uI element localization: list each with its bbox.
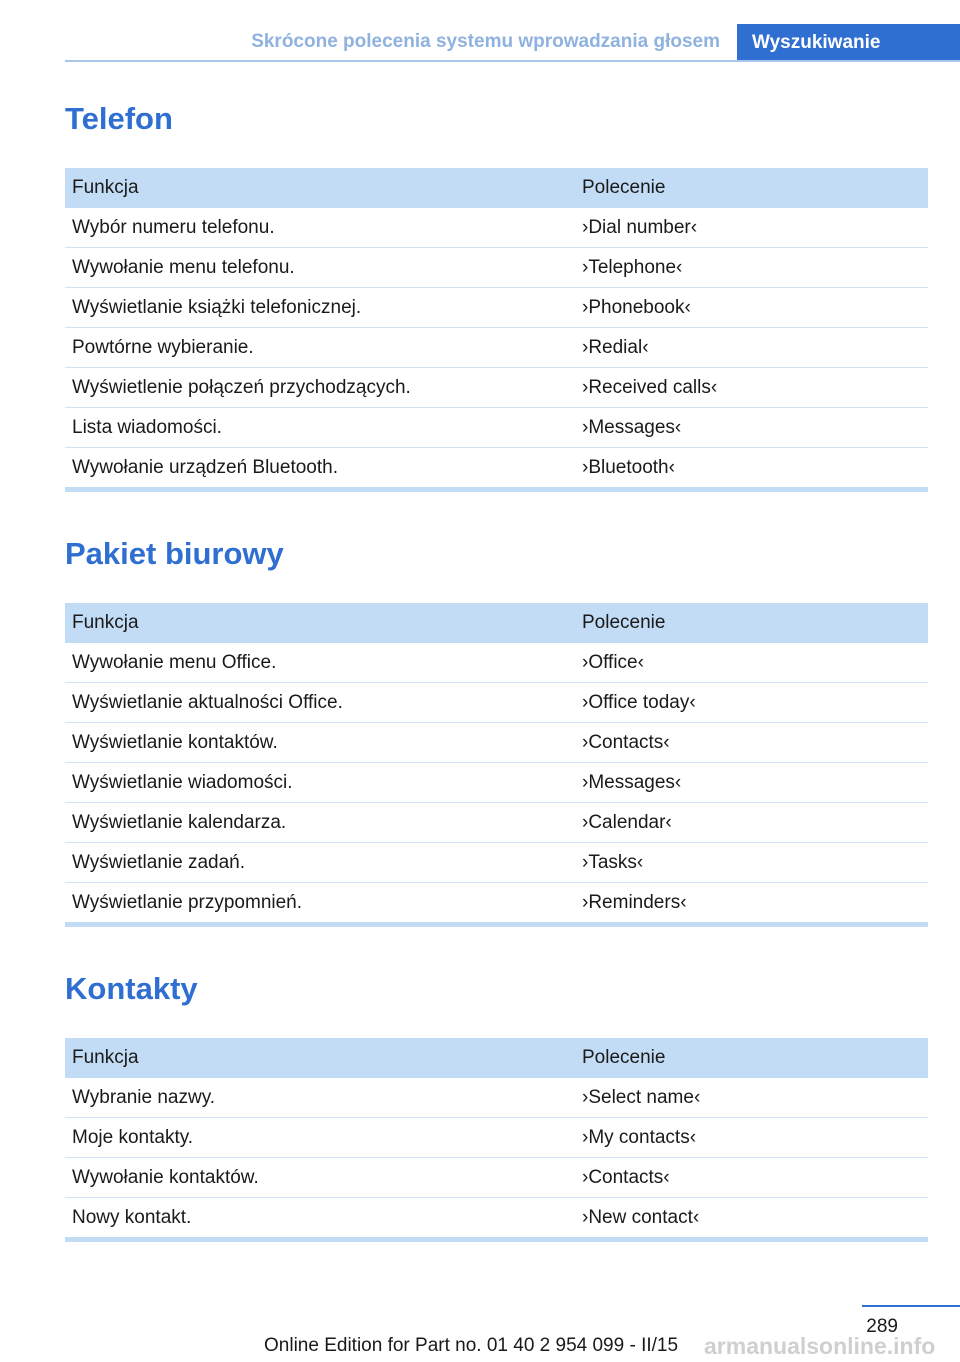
table-row — [65, 643, 928, 683]
table-row — [65, 248, 928, 288]
table-bottom-bar — [65, 922, 928, 927]
table-row — [65, 843, 928, 883]
command-cell: ›My contacts‹ — [582, 1126, 697, 1148]
function-cell: Moje kontakty. — [72, 1126, 194, 1148]
command-cell: ›Redial‹ — [582, 336, 649, 358]
function-cell: Wybranie nazwy. — [72, 1086, 216, 1108]
command-cell: ›Office‹ — [582, 651, 644, 673]
table-bottom-bar — [65, 1237, 928, 1242]
command-cell: ›Messages‹ — [582, 416, 682, 438]
table-row — [65, 328, 928, 368]
page-header — [0, 0, 960, 62]
table-row — [65, 1118, 928, 1158]
command-cell: ›Telephone‹ — [582, 256, 683, 278]
command-cell: ›Messages‹ — [582, 771, 682, 793]
table-header-row — [65, 603, 928, 643]
column-header-funkcja: Funkcja — [72, 177, 139, 198]
column-header-polecenie: Polecenie — [582, 1047, 666, 1068]
table-row — [65, 288, 928, 328]
watermark: armanualsonline.info — [704, 1333, 936, 1359]
command-cell: ›Dial number‹ — [582, 216, 698, 238]
command-cell: ›Received calls‹ — [582, 376, 718, 398]
section-title-telefon: Telefon — [65, 101, 173, 136]
section-title-pakiet-biurowy: Pakiet biurowy — [65, 536, 284, 571]
column-header-funkcja: Funkcja — [72, 1047, 139, 1068]
function-cell: Wyświetlanie wiadomości. — [72, 771, 293, 793]
header-tab-label[interactable]: Wyszukiwanie — [737, 24, 960, 62]
table-pakiet-biurowy — [65, 603, 928, 927]
command-cell: ›Office today‹ — [582, 691, 696, 713]
edition-text: Online Edition for Part no. 01 40 2 954 099 - II/15 — [264, 1335, 679, 1356]
command-cell: ›New contact‹ — [582, 1206, 700, 1228]
column-header-polecenie: Polecenie — [582, 612, 666, 633]
command-cell: ›Select name‹ — [582, 1086, 701, 1108]
column-header-funkcja: Funkcja — [72, 612, 139, 633]
table-kontakty — [65, 1038, 928, 1242]
function-cell: Wywołanie urządzeń Bluetooth. — [72, 456, 338, 478]
command-cell: ›Bluetooth‹ — [582, 456, 675, 478]
function-cell: Wyświetlanie aktualności Office. — [72, 691, 343, 713]
function-cell: Wywołanie kontaktów. — [72, 1166, 259, 1188]
table-row — [65, 763, 928, 803]
table-row — [65, 1158, 928, 1198]
command-cell: ›Reminders‹ — [582, 891, 687, 913]
table-row — [65, 448, 928, 488]
header-section-title: Skrócone polecenia systemu wprowadzania głosem — [251, 31, 720, 52]
table-row — [65, 1078, 928, 1118]
page-number: 289 — [866, 1316, 898, 1337]
table-row — [65, 883, 928, 923]
table-row — [65, 208, 928, 248]
command-cell: ›Tasks‹ — [582, 851, 644, 873]
column-header-polecenie: Polecenie — [582, 177, 666, 198]
table-row — [65, 803, 928, 843]
function-cell: Wywołanie menu telefonu. — [72, 256, 295, 278]
command-cell: ›Calendar‹ — [582, 811, 672, 833]
function-cell: Wybór numeru telefonu. — [72, 216, 275, 238]
function-cell: Wyświetlanie zadań. — [72, 851, 246, 873]
function-cell: Lista wiadomości. — [72, 416, 222, 438]
function-cell: Wyświetlanie książki telefonicznej. — [72, 296, 362, 318]
command-cell: ›Contacts‹ — [582, 1166, 670, 1188]
function-cell: Powtórne wybieranie. — [72, 336, 254, 358]
table-bottom-bar — [65, 487, 928, 492]
function-cell: Wyświetlanie przypomnień. — [72, 891, 303, 913]
function-cell: Wyświetlenie połączeń przychodzących. — [72, 376, 411, 398]
table-row — [65, 683, 928, 723]
function-cell: Nowy kontakt. — [72, 1206, 192, 1228]
footer-divider — [862, 1305, 960, 1307]
table-header-row — [65, 1038, 928, 1078]
table-telefon — [65, 168, 928, 492]
function-cell: Wywołanie menu Office. — [72, 651, 277, 673]
function-cell: Wyświetlanie kontaktów. — [72, 731, 278, 753]
table-row — [65, 723, 928, 763]
section-title-kontakty: Kontakty — [65, 971, 198, 1006]
table-row — [65, 368, 928, 408]
header-divider — [65, 60, 960, 62]
table-header-row — [65, 168, 928, 208]
table-row — [65, 408, 928, 448]
command-cell: ›Contacts‹ — [582, 731, 670, 753]
command-cell: ›Phonebook‹ — [582, 296, 691, 318]
function-cell: Wyświetlanie kalendarza. — [72, 811, 287, 833]
table-row — [65, 1198, 928, 1238]
